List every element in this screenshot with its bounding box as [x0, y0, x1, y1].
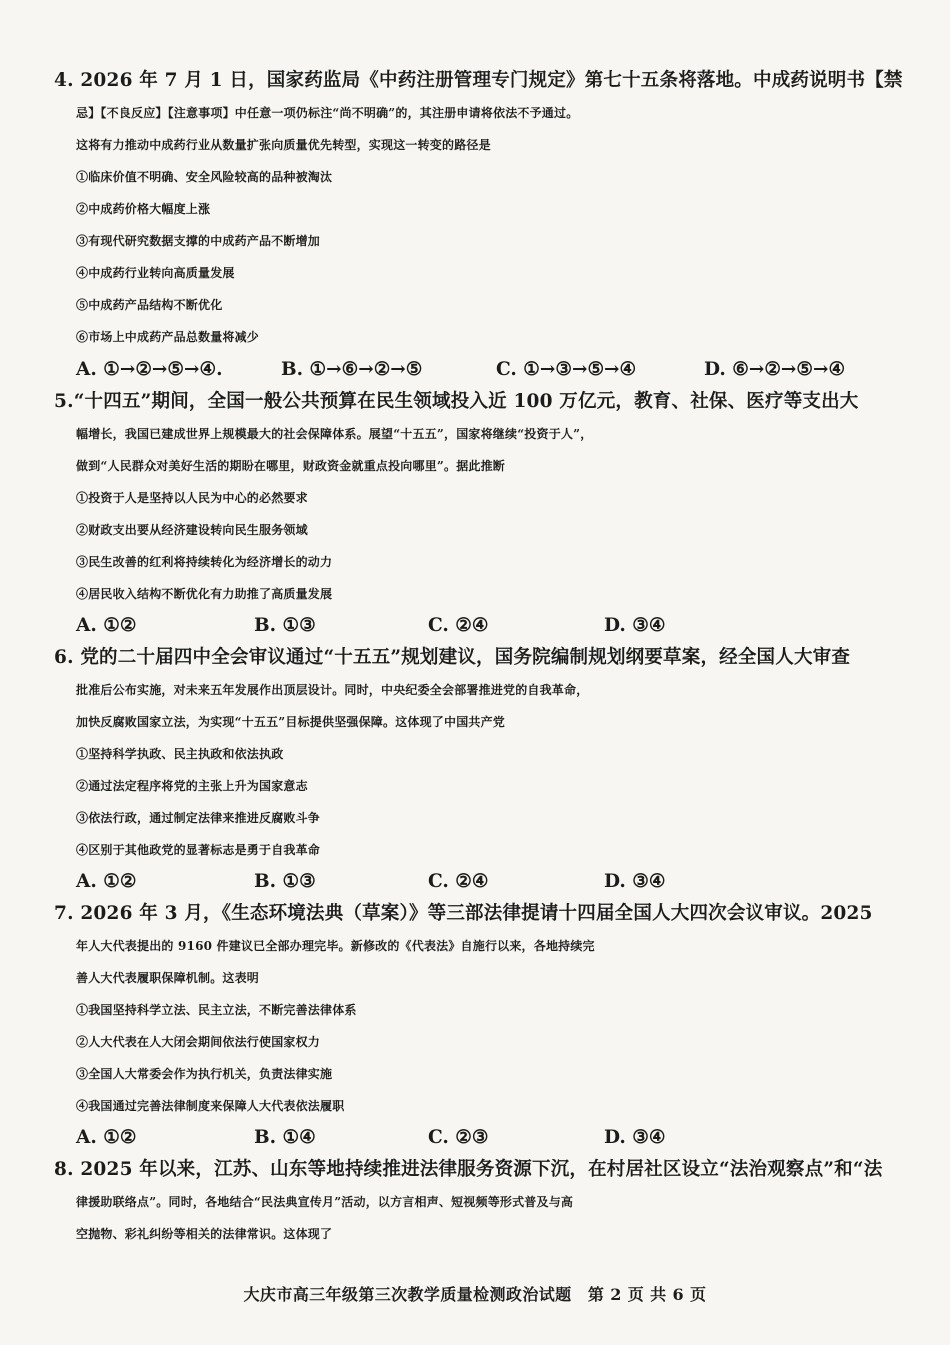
q7-stem-line-3: 善人大代表履职保障机制。这表明 — [76, 971, 260, 985]
q7-option-1: ①我国坚持科学立法、民主立法，不断完善法律体系 — [76, 1003, 357, 1017]
q6-stem-line-2: 批准后公布实施，对未来五年发展作出顶层设计。同时，中央纪委全会部署推进党的自我革命， — [76, 683, 589, 697]
q6-option-2: ②通过法定程序将党的主张上升为国家意志 — [76, 779, 308, 793]
q8-stem-line-2: 律援助联络点”。同时，各地结合“民法典宣传月”活动，以方言相声、短视频等形式普及与高 — [76, 1195, 574, 1209]
q5-option-4: ④居民收入结构不断优化有力助推了高质量发展 — [76, 587, 333, 601]
q6-option-3: ③依法行政，通过制定法律来推进反腐败斗争 — [76, 811, 321, 825]
q7-choice-b: B. ①④ — [254, 1127, 316, 1148]
q5-choice-b: B. ①③ — [254, 615, 316, 636]
q6-choices — [76, 866, 916, 898]
q7-option-4: ④我国通过完善法律制度来保障人大代表依法履职 — [76, 1099, 345, 1113]
q5-option-3: ③民生改善的红利将持续转化为经济增长的动力 — [76, 555, 333, 569]
q7-choice-c: C. ②③ — [428, 1127, 489, 1148]
q4-choice-c: C. ①→③→⑤→④ — [496, 359, 637, 380]
q4-option-6: ⑥市场上中成药产品总数量将减少 — [76, 330, 260, 344]
q5-stem-line-2: 幅增长，我国已建成世界上规模最大的社会保障体系。展望“十五五”，国家将继续“投资于人”， — [76, 427, 593, 441]
q7-choice-a: A. ①② — [76, 1127, 137, 1148]
q6-choice-c: C. ②④ — [428, 871, 489, 892]
q8-stem-line-3: 空抛物、彩礼纠纷等相关的法律常识。这体现了 — [76, 1227, 333, 1241]
q6-stem-line-1: 6. 党的二十届四中全会审议通过“十五五”规划建议，国务院编制规划纲要草案，经全国人大审查 — [54, 647, 851, 668]
q6-choice-d: D. ③④ — [604, 871, 666, 892]
q5-choice-d: D. ③④ — [604, 615, 666, 636]
q4-option-1: ①临床价值不明确、安全风险较高的品种被淘汰 — [76, 170, 333, 184]
q4-stem-line-2: 忌】【不良反应】【注意事项】中任意一项仍标注“尚不明确”的，其注册申请将依法不予通过。 — [76, 106, 579, 120]
q6-choice-b: B. ①③ — [254, 871, 316, 892]
q6-option-1: ①坚持科学执政、民主执政和依法执政 — [76, 747, 284, 761]
q7-option-3: ③全国人大常委会作为执行机关，负责法律实施 — [76, 1067, 333, 1081]
q4-option-4: ④中成药行业转向高质量发展 — [76, 266, 235, 280]
q7-option-2: ②人大代表在人大闭会期间依法行使国家权力 — [76, 1035, 321, 1049]
q6-stem-line-3: 加快反腐败国家立法，为实现“十五五”目标提供坚强保障。这体现了中国共产党 — [76, 715, 506, 729]
q7-stem-line-1: 7. 2026 年 3 月，《生态环境法典（草案）》等三部法律提请十四届全国人大四次会议审议。2025 — [54, 903, 873, 924]
q7-choice-d: D. ③④ — [604, 1127, 666, 1148]
q6-option-4: ④区别于其他政党的显著标志是勇于自我革命 — [76, 843, 321, 857]
q8-stem-line-1: 8. 2025 年以来，江苏、山东等地持续推进法律服务资源下沉，在村居社区设立“法治观察点”和“法 — [54, 1159, 883, 1180]
q4-stem-line-3: 这将有力推动中成药行业从数量扩张向质量优先转型，实现这一转变的路径是 — [76, 138, 491, 152]
q5-choice-c: C. ②④ — [428, 615, 489, 636]
q7-stem-line-2: 年人大代表提出的 9160 件建议已全部办理完毕。新修改的《代表法》自施行以来，各地持续完 — [76, 939, 595, 953]
q6-choice-a: A. ①② — [76, 871, 137, 892]
q5-stem-line-1: 5.“十四五”期间，全国一般公共预算在民生领域投入近 100 万亿元，教育、社保、医疗等支出大 — [54, 391, 859, 412]
q4-choice-a: A. ①→②→⑤→④. — [76, 359, 223, 380]
q4-option-3: ③有现代研究数据支撑的中成药产品不断增加 — [76, 234, 321, 248]
q5-option-1: ①投资于人是坚持以人民为中心的必然要求 — [76, 491, 308, 505]
q4-option-2: ②中成药价格大幅度上涨 — [76, 202, 211, 216]
q5-choices — [76, 610, 916, 642]
q5-choice-a: A. ①② — [76, 615, 137, 636]
q4-stem-line-1: 4. 2026 年 7 月 1 日，国家药监局《中药注册管理专门规定》第七十五条将落地。中成药说明书【禁 — [54, 70, 903, 91]
q4-choice-b: B. ①→⑥→②→⑤ — [281, 359, 423, 380]
q5-stem-line-3: 做到“人民群众对美好生活的期盼在哪里，财政资金就重点投向哪里”。据此推断 — [76, 459, 506, 473]
q4-choice-d: D. ⑥→②→⑤→④ — [704, 359, 846, 380]
q4-option-5: ⑤中成药产品结构不断优化 — [76, 298, 223, 312]
q4-choices — [76, 354, 916, 386]
q5-option-2: ②财政支出要从经济建设转向民生服务领域 — [76, 523, 308, 537]
q7-choices — [76, 1122, 916, 1154]
page-footer: 大庆市高三年级第三次教学质量检测政治试题 第 2 页 共 6 页 — [243, 1285, 707, 1304]
